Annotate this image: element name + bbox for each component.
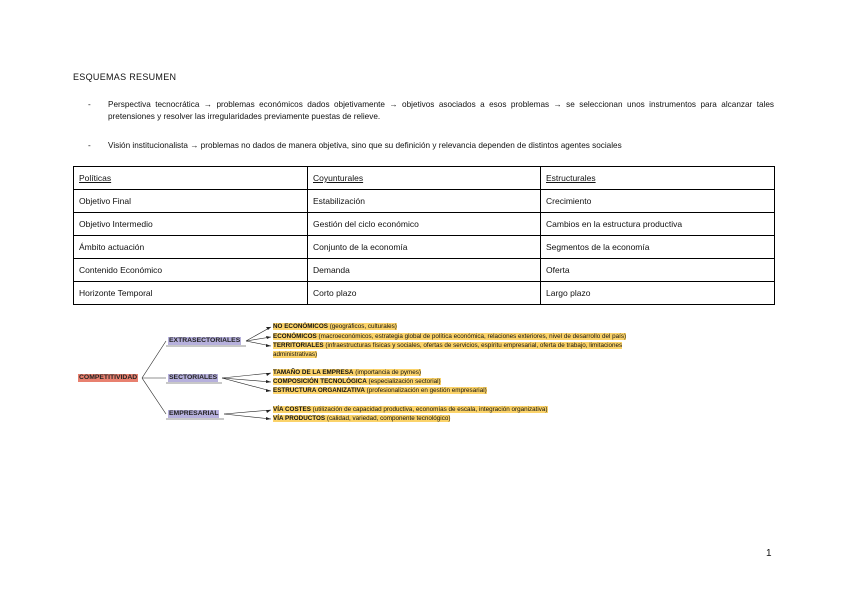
arrow-head-icon — [266, 336, 271, 339]
table-cell: Horizonte Temporal — [74, 282, 308, 305]
table-cell: Conjunto de la economía — [308, 236, 541, 259]
leaf-via-productos — [273, 415, 450, 423]
table-cell: Oferta — [541, 259, 775, 282]
leaf-via-costes — [273, 406, 548, 414]
leaf-name: ECONÓMICOS — [273, 333, 317, 340]
leaf-name: NO ECONÓMICOS — [273, 323, 328, 330]
arrow-head-icon — [266, 410, 271, 413]
table-cell: Demanda — [308, 259, 541, 282]
leaf-name: VÍA COSTES — [273, 406, 311, 413]
leaf-tamano-empresa — [273, 369, 421, 377]
table-header-cell: Coyunturales — [308, 167, 541, 190]
leaf-detail: (infraestructuras físicas y sociales, ofertas de servicios, espíritu empresarial, oferta de trabajo, limitaciones — [325, 342, 623, 349]
table-cell: Corto plazo — [308, 282, 541, 305]
table-cell: Objetivo Intermedio — [74, 213, 308, 236]
table-cell: Ámbito actuación — [74, 236, 308, 259]
connector-line — [222, 373, 271, 378]
arrow-head-icon — [266, 344, 271, 347]
bullet-dash: - — [88, 141, 91, 150]
connector-line — [142, 341, 166, 378]
table-cell: Crecimiento — [541, 190, 775, 213]
connector-line — [224, 410, 271, 414]
table-cell: Contenido Económico — [74, 259, 308, 282]
leaf-name: TERRITORIALES — [273, 342, 324, 349]
leaf-name: TAMAÑO DE LA EMPRESA — [273, 369, 354, 376]
root-node-competitividad: COMPETITIVIDAD — [79, 374, 138, 381]
table-cell: Objetivo Final — [74, 190, 308, 213]
table-header-cell: Estructurales — [541, 167, 775, 190]
leaf-detail: (utilización de capacidad productiva, economías de escala, integración organizativa) — [312, 406, 548, 413]
leaf-detail: (macroeconómicos, estrategia global de política económica, relaciones exteriores, nivel de desarrollo del país) — [318, 333, 627, 340]
table-cell: Estabilización — [308, 190, 541, 213]
leaf-detail-cont: administrativas) — [273, 351, 318, 358]
bullet-text: Perspectiva tecnocrática → problemas económicos dados objetivamente → objetivos asociados a esos problemas → se seleccionan unos instrumentos para alcanzar tales pretensiones y resolver las irregularidades previamente puestas de relieve. — [108, 100, 774, 121]
connector-line — [142, 378, 166, 414]
leaf-name: VÍA PRODUCTOS — [273, 415, 326, 422]
table-cell: Largo plazo — [541, 282, 775, 305]
table-cell: Cambios en la estructura productiva — [541, 213, 775, 236]
page-title: ESQUEMAS RESUMEN — [73, 72, 177, 82]
leaf-detail: (especialización sectorial) — [368, 378, 441, 385]
connector-line — [224, 414, 271, 419]
leaf-detail: (importancia de pymes) — [355, 369, 422, 376]
leaf-territoriales — [273, 342, 622, 350]
bullet-dash: - — [88, 100, 91, 109]
leaf-detail: (geográficos, culturales) — [329, 323, 397, 330]
arrow-head-icon — [266, 380, 271, 383]
arrow-head-icon — [266, 373, 271, 376]
leaf-name: COMPOSICIÓN TECNOLÓGICA — [273, 378, 367, 385]
bullet-text: Visión institucionalista → problemas no dados de manera objetiva, sino que su definición y relevancia dependen de distintos agentes sociales — [108, 141, 622, 150]
leaf-name: ESTRUCTURA ORGANIZATIVA — [273, 387, 365, 394]
leaf-no-economicos — [273, 323, 397, 331]
category-empresarial: EMPRESARIAL — [169, 410, 219, 417]
leaf-detail: (profesionalización en gestión empresarial) — [366, 387, 487, 394]
category-sectoriales: SECTORIALES — [169, 374, 218, 381]
leaf-detail: (calidad, variedad, componente tecnológico) — [326, 415, 451, 422]
leaf-estructura-organizativa — [273, 387, 487, 395]
category-extrasectoriales: EXTRASECTORIALES — [169, 337, 241, 344]
leaf-economicos — [273, 333, 626, 341]
arrow-head-icon — [266, 417, 271, 420]
leaf-territoriales-cont — [273, 351, 317, 359]
page-number: 1 — [766, 548, 772, 559]
table-cell: Gestión del ciclo económico — [308, 213, 541, 236]
table-header-cell: Políticas — [74, 167, 308, 190]
leaf-composicion-tecnologica — [273, 378, 441, 386]
table-cell: Segmentos de la economía — [541, 236, 775, 259]
